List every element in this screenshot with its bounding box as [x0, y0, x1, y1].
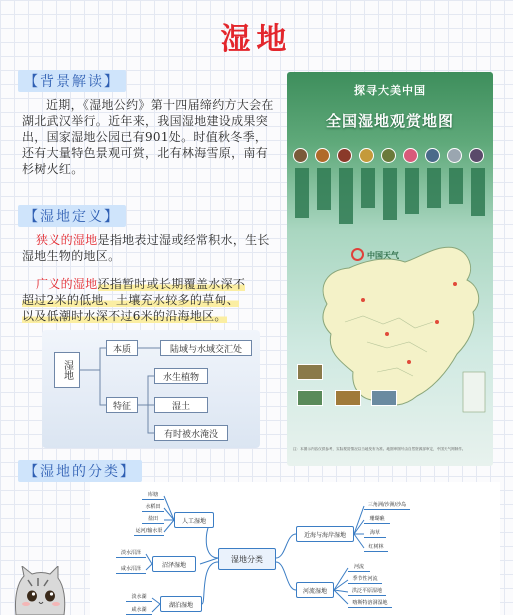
poster-brand: 中国天气: [367, 251, 399, 260]
mindmap-essence-value: 陆域与水域交汇处: [160, 340, 252, 356]
leaf-canal: 运河/输水渠: [135, 528, 163, 534]
broad-definition: [22, 276, 284, 324]
poster-title-line2: 全国湿地观赏地图: [325, 112, 454, 130]
leaf-river: 河流: [348, 562, 370, 572]
wetland-map-poster: [287, 72, 493, 466]
leaf-delta: 三角洲/沙洲/沙岛: [364, 500, 410, 510]
branch-river: 河流湿地: [296, 582, 334, 598]
cat-mascot-icon: [8, 566, 68, 615]
broad-text-1: 还指暂时或长期覆盖水深不: [97, 277, 246, 291]
mindmap-root: 湿地: [54, 352, 80, 388]
classification-mindmap: [90, 482, 500, 615]
page-title: 湿地: [220, 22, 293, 57]
poster-photo-icon: [335, 390, 361, 406]
broad-text-3: 以及低潮时水深不过6米的沿海地区。: [22, 309, 227, 323]
branch-artificial: 人工湿地: [174, 512, 214, 528]
mindmap-feature-3: 有时被水淹没: [154, 425, 228, 441]
leaf-floodplain: 洪泛平原湿地: [348, 586, 386, 596]
background-heading: 【背景解读】: [18, 70, 126, 92]
leaf-freshwater-lake: 淡水湖: [126, 592, 152, 602]
mindmap-feature-1: 水生植物: [154, 368, 208, 384]
mindmap-feature: 特征: [106, 397, 138, 413]
leaf-freshwater-marsh: 淡水沼泽: [116, 548, 146, 558]
leaf-saltpan: 盐田: [142, 514, 164, 524]
leaf-seagrass: 海草: [364, 528, 386, 538]
leaf-karst: 喀斯特溶洞湿地: [348, 598, 392, 608]
poster-photo-icon: [297, 364, 323, 380]
broad-text-2: 超过2米的低地、土壤充水较多的草甸、: [22, 293, 240, 307]
broad-term: 广义的湿地: [36, 277, 98, 291]
leaf-coral-reef: 珊瑚礁: [364, 514, 390, 524]
mindmap-feature-2: 湿土: [154, 397, 208, 413]
leaf-seasonal-river: 季节性河流: [348, 574, 382, 584]
definition-mindmap: [42, 330, 260, 448]
leaf-saltwater-lake: 咸水湖: [126, 605, 152, 615]
definition-heading: 【湿地定义】: [18, 205, 126, 227]
poster-title-line1: 探寻大美中国: [354, 84, 426, 97]
china-map: [287, 72, 493, 466]
classification-heading: 【湿地的分类】: [18, 460, 142, 482]
classification-root: 湿地分类: [218, 548, 276, 570]
leaf-mangrove: 红树林: [364, 542, 388, 552]
narrow-definition: [22, 232, 278, 264]
poster-photo-icon: [297, 390, 323, 406]
narrow-term: 狭义的湿地: [36, 233, 98, 247]
branch-coastal: 近海与海岸湿地: [296, 526, 354, 542]
branch-marsh: 沼泽湿地: [152, 556, 196, 572]
leaf-reservoir: 库塘: [142, 490, 164, 500]
leaf-paddy: 水稻田: [142, 502, 164, 512]
poster-photo-icon: [371, 390, 397, 406]
mindmap-essence: 本质: [106, 340, 138, 356]
narrow-text: 是指地表过湿或经常积水，生长湿地生物的地区。: [22, 233, 270, 263]
background-paragraph: 近期，《湿地公约》第十四届缔约方大会在湖北武汉举行。近年来，我国湿地建设成果突出，国家湿地公园已有901处。时值秋冬季，还有大量特色景观可赏，北有林海雪原，南有杉树火红。: [22, 98, 274, 176]
leaf-saltwater-marsh: 咸水沼泽: [116, 564, 146, 574]
branch-lake: 湖泊湿地: [160, 596, 202, 612]
poster-footnote: 注：本图示内容仅供参考，实际观赏情况以当地发布为准。地图审图号由自然资源部审定，中国天气网制作。: [293, 447, 466, 451]
